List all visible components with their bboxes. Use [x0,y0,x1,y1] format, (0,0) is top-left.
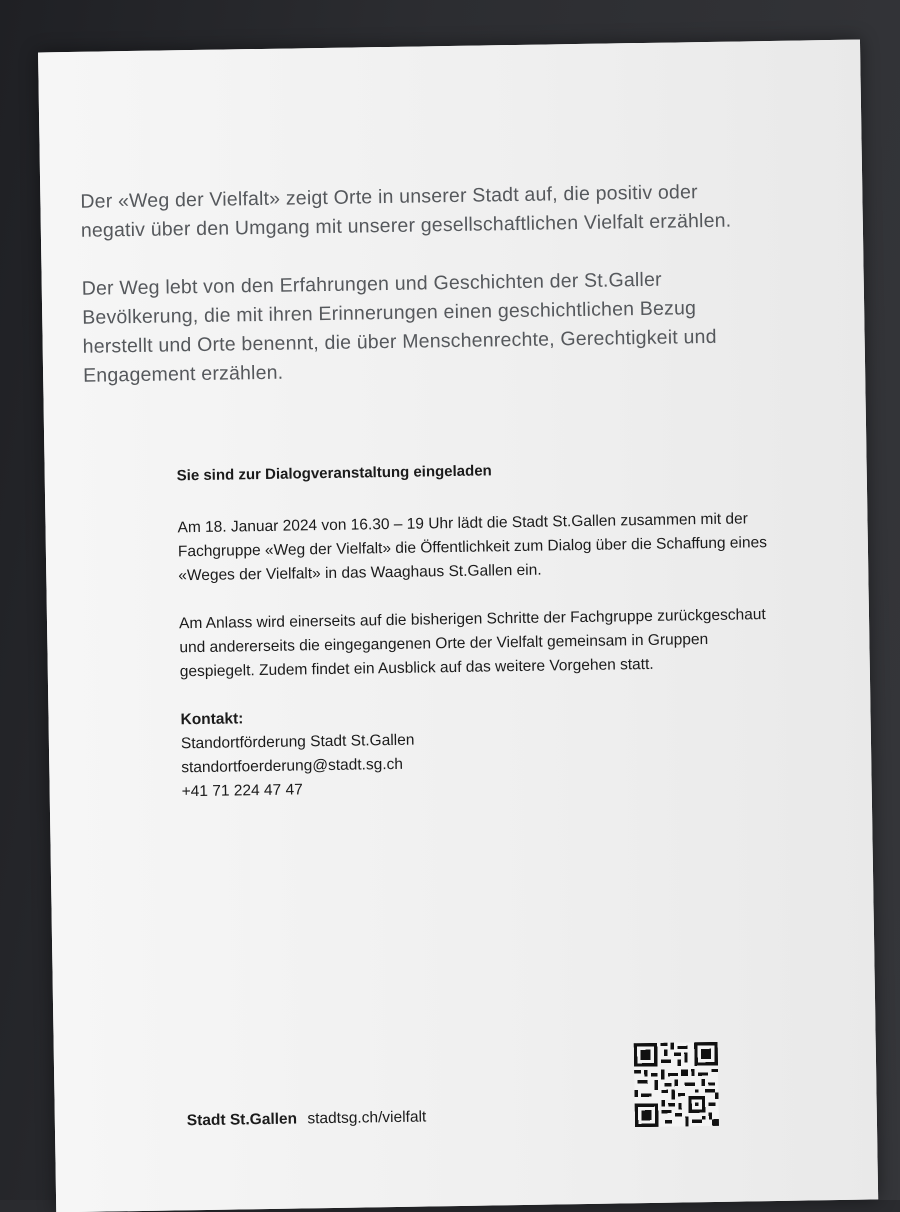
footer-url[interactable]: stadtsg.ch/vielfalt [307,1108,427,1128]
qr-code-icon[interactable] [634,1042,719,1127]
event-paragraph-2: Am Anlass wird einerseits auf die bisherigen Schritte der Fachgruppe zurückgeschaut und andererseits die eingegangenen Orte der Vielfalt gemeinsam in Gruppen gespiegelt. Zudem findet ein Ausblick auf das weitere Vorgehen statt. [178,606,766,681]
event-paragraph-1: Am 18. Januar 2024 von 16.30 – 19 Uhr lädt die Stadt St.Gallen zusammen mit der Fachgruppe «Weg der Vielfalt» die Öffentlichkeit zum Dialog über die Schaffung eines «Weges der Vielfalt» in das Waaghaus St.Gallen ein. [177,510,768,585]
footer-brand: Stadt St.Gallen [186,1110,298,1130]
intro-section [80,177,764,420]
intro-paragraph-2: Der Weg lebt von den Erfahrungen und Geschichten der St.Galler Bevölkerung, die mit ihren Erinnerungen einen geschichtlichen Bezug herstellt und Orte benennt, die über Menschenrechte, Gerechtigkeit und Engagement erzählen. [81,268,717,387]
intro-paragraph-1: Der «Weg der Vielfalt» zeigt Orte in unserer Stadt auf, die positiv oder negativ über den Umgang mit unserer gesellschaftlichen Vielfalt erzählen. [80,181,732,242]
event-heading: Sie sind zur Dialogveranstaltung eingeladen [176,462,492,485]
contact-phone[interactable]: +41 71 224 47 47 [181,781,303,801]
event-section [177,455,782,804]
contact-block [180,699,781,804]
contact-organization: Standortförderung Stadt St.Gallen [180,731,415,753]
flyer-card [38,40,878,1212]
footer [187,1108,427,1130]
contact-email[interactable]: standortfoerderung@stadt.sg.ch [181,755,404,777]
contact-label: Kontakt: [180,710,244,729]
